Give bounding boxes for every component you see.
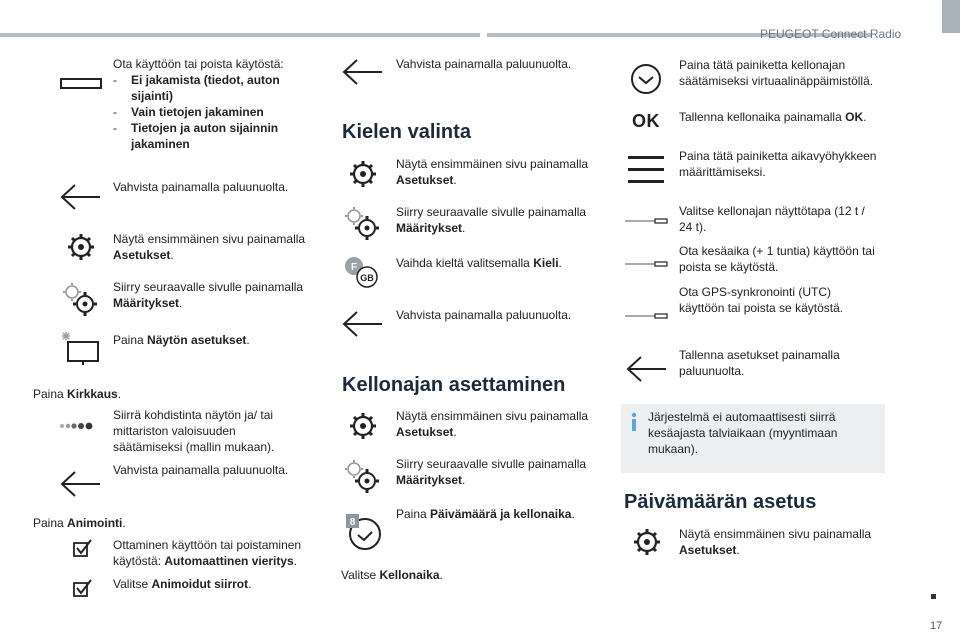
language-flags-icon — [342, 255, 384, 294]
share-intro: Ota käyttöön tai poista käytöstä: — [113, 57, 284, 71]
settings-first-page-text: Näytä ensimmäinen sivu painamalla Asetukset. — [113, 232, 306, 262]
lang-back-text: Vahvista painamalla paluunuolta. — [396, 308, 572, 322]
lang-change-text: Vaihda kieltä valitsemalla Kieli. — [396, 256, 562, 270]
autoscroll-text: Ottaminen käyttöön tai poistaminen käytöstä: Automaattinen vieritys. — [113, 538, 302, 568]
back-arrow-icon — [340, 57, 384, 92]
menu-icon — [627, 154, 667, 191]
calendar-badge-number: 8 — [349, 517, 356, 528]
language-heading: Kielen valinta — [342, 121, 471, 143]
ok-text: Tallenna kellonaika painamalla OK. — [679, 110, 867, 124]
checkbox-icon — [72, 578, 94, 603]
date-heading: Päivämäärän asetus — [624, 491, 817, 513]
keypad-text: Paina tätä painiketta kellonajan säätämiseksi virtuaalinäppäimistöllä. — [679, 58, 874, 88]
clock-select-text: Valitse Kellonaika. — [341, 568, 443, 582]
share-option-data-position: Tietojen ja auton sijainnin jakaminen — [131, 121, 279, 151]
dst-text: Ota kesäaika (+ 1 tuntia) käyttöön tai poista se käytöstä. — [679, 244, 875, 274]
date-settings-text: Näytä ensimmäinen sivu painamalla Asetukset. — [679, 527, 872, 557]
gear-icon — [348, 159, 378, 194]
header-tab-block — [942, 0, 960, 33]
info-icon — [630, 412, 642, 437]
back-text-top: Vahvista painamalla paluunuolta. — [396, 57, 572, 71]
checkbox-icon — [72, 538, 94, 563]
flag-f-label: F — [350, 262, 358, 273]
share-option-none: Ei jakamista (tiedot, auton sijainti) — [131, 73, 280, 103]
next-page-text: Siirry seuraavalle sivulle painamalla Määritykset. — [113, 280, 304, 310]
display-settings-text: Paina Näytön asetukset. — [113, 333, 250, 347]
toggle-icon — [60, 77, 102, 95]
gear-icon — [66, 232, 96, 267]
gear-icon — [348, 411, 378, 446]
gear-icon — [632, 527, 662, 562]
gps-text: Ota GPS-synkronointi (UTC) käyttöön tai poista se käytöstä. — [679, 285, 844, 315]
header-title: PEUGEOT Connect Radio — [760, 27, 902, 41]
timezone-text: Paina tätä painiketta aikavyöhykkeen määrittämiseksi. — [679, 149, 877, 179]
back-text-1: Vahvista painamalla paluunuolta. — [113, 180, 289, 194]
back-text-2: Vahvista painamalla paluunuolta. — [113, 463, 289, 477]
toggle-line-icon — [625, 306, 669, 324]
animation-text: Paina Animointi. — [33, 516, 126, 530]
back-arrow-icon — [624, 354, 668, 389]
clock-heading: Kellonajan asettaminen — [342, 374, 566, 396]
ok-icon-label: OK — [632, 111, 660, 131]
slider-text: Siirrä kohdistinta näytön ja/ tai mittariston valoisuuden säätämiseksi (mallin mukaan). — [113, 408, 275, 454]
settings-gears-icon — [342, 205, 382, 246]
clock-next-text: Siirry seuraavalle sivulle painamalla Määritykset. — [396, 457, 587, 487]
save-text: Tallenna asetukset painamalla paluunuolta. — [679, 348, 840, 378]
lang-settings-text: Näytä ensimmäinen sivu painamalla Asetukset. — [396, 157, 589, 187]
animated-transitions-text: Valitse Animoidut siirrot. — [113, 577, 252, 591]
info-text: Järjestelmä ei automaattisesti siirrä kesäajasta talviaikaan (myyntimaan mukaan). — [648, 410, 838, 456]
share-option-data: Vain tietojen jakaminen — [131, 105, 264, 119]
lang-next-text: Siirry seuraavalle sivulle painamalla Määritykset. — [396, 205, 587, 235]
clock-date-icon — [344, 512, 384, 557]
slider-dots-icon — [58, 418, 100, 436]
clock-date-text: Paina Päivämäärä ja kellonaika. — [396, 507, 575, 521]
back-arrow-icon — [58, 182, 102, 217]
settings-gears-icon — [342, 458, 382, 499]
page-number: 17 — [930, 620, 943, 632]
flag-gb-label: GB — [360, 273, 374, 283]
settings-gears-icon — [60, 281, 100, 322]
toggle-line-icon — [625, 211, 669, 229]
back-arrow-icon — [58, 469, 102, 504]
header-rule-left — [0, 33, 480, 37]
back-arrow-icon — [340, 309, 384, 344]
page-marker — [931, 594, 936, 599]
clock-settings-text: Näytä ensimmäinen sivu painamalla Asetukset. — [396, 409, 589, 439]
format-text: Valitse kellonajan näyttötapa (12 t / 24 t). — [679, 204, 865, 234]
display-settings-icon — [60, 330, 102, 371]
keypad-chevron-icon — [630, 63, 662, 100]
toggle-line-icon — [625, 254, 669, 272]
brightness-text: Paina Kirkkaus. — [33, 387, 122, 401]
share-options-block — [113, 56, 313, 152]
